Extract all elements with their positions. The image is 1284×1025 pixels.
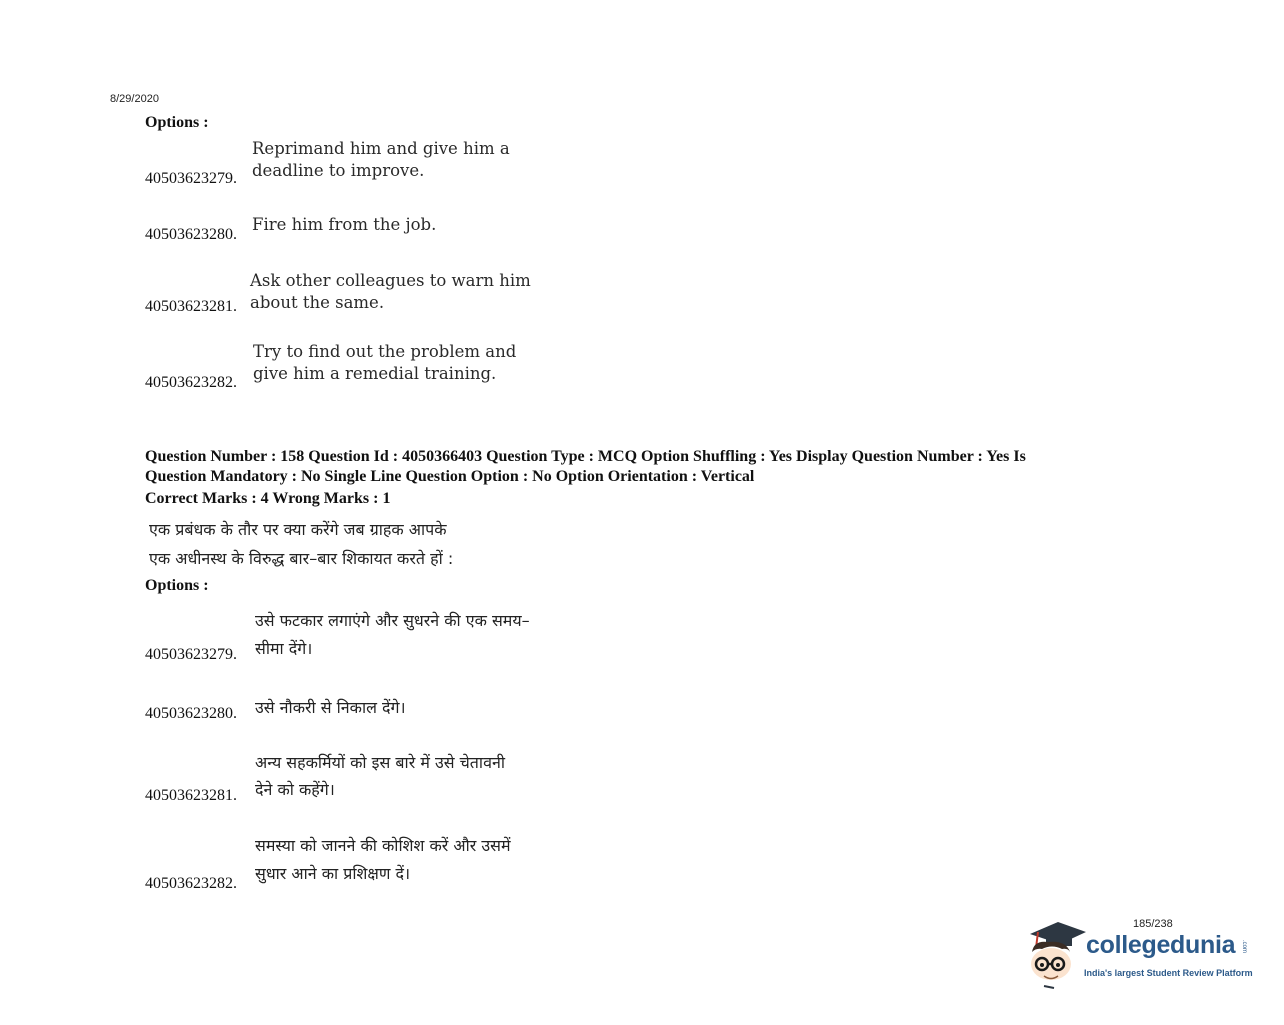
question-meta [145,447,1115,487]
option-id: 40503623279. [145,170,237,187]
option-text-line: सीमा देंगे। [255,639,313,658]
option-text-line: सुधार आने का प्रशिक्षण दें। [255,864,411,883]
brand-name: collegedunia [1086,931,1236,959]
option-text-line: उसे नौकरी से निकाल देंगे। [255,698,406,717]
option-id: 40503623281. [145,787,237,804]
option-text-line: देने को कहेंगे। [255,780,335,799]
question-marks: Correct Marks : 4 Wrong Marks : 1 [145,490,391,507]
option-text: Ask other colleagues to warn him about the same. [250,271,531,312]
question-text-line: एक प्रबंधक के तौर पर क्या करेंगे जब ग्राहक आपके [149,520,447,539]
option-id: 40503623280. [145,705,237,722]
option-text-line: उसे फटकार लगाएंगे और सुधरने की एक समय– [255,611,530,630]
page-number: 185/238 [1133,918,1173,930]
question-text-line: एक अधीनस्थ के विरुद्ध बार–बार शिकायत करते हों : [149,549,454,568]
question-meta-line: Question Mandatory : No Single Line Question Option : No Option Orientation : Vertical [145,468,755,485]
option-text: Try to find out the problem and give him a remedial training. [253,342,517,383]
option-text: Fire him from the job. [252,215,437,234]
option-id: 40503623282. [145,374,237,391]
print-date: 8/29/2020 [110,93,159,105]
mascot-graduate-icon [1024,918,1088,990]
option-id: 40503623281. [145,298,237,315]
option-text-line: समस्या को जानने की कोशिश करें और उसमें [255,836,511,855]
brand-tagline: India's largest Student Review Platform [1084,968,1253,978]
option-id: 40503623280. [145,226,237,243]
option-text: Reprimand him and give him a deadline to improve. [252,139,510,180]
brand-tld: .com [1241,940,1247,954]
options-label: Options : [145,577,209,594]
option-id: 40503623279. [145,646,237,663]
option-id: 40503623282. [145,875,237,892]
options-label: Options : [145,114,209,131]
question-meta-line: Question Number : 158 Question Id : 4050366403 Question Type : MCQ Option Shuffling : Yes Display Question Number : Yes Is [145,448,1026,465]
option-text-line: अन्य सहकर्मियों को इस बारे में उसे चेतावनी [255,753,505,772]
